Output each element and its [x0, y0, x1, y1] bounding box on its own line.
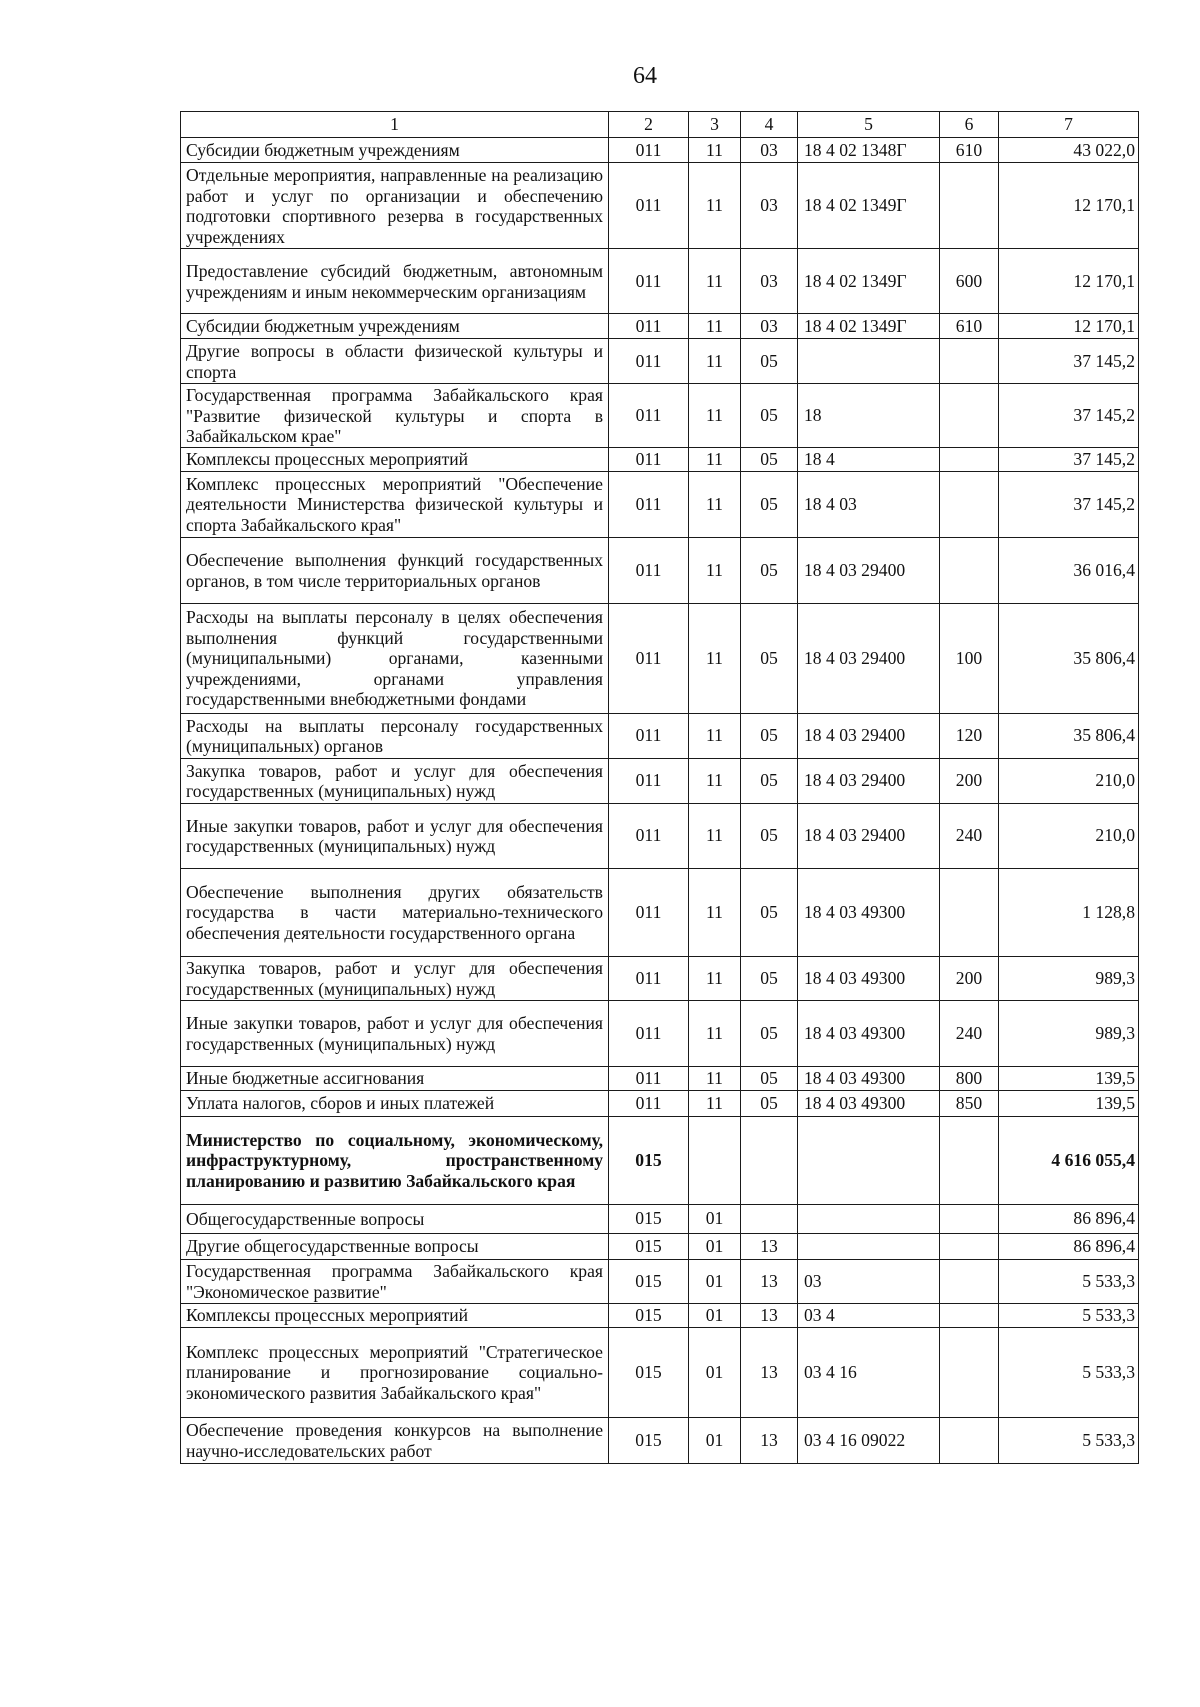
row-name: Комплекс процессных мероприятий "Стратегическое планирование и прогнозирование социально-экономического развития Забайкальского края"	[181, 1327, 609, 1417]
row-col-3: 01	[689, 1204, 741, 1233]
table-row	[181, 603, 1139, 713]
row-col-7: 989,3	[999, 956, 1139, 1000]
row-col-2: 011	[609, 1000, 689, 1066]
row-col-4: 05	[741, 868, 798, 956]
table-row	[181, 471, 1139, 537]
row-col-2: 015	[609, 1417, 689, 1463]
row-col-2: 015	[609, 1116, 689, 1204]
row-col-7: 43 022,0	[999, 138, 1139, 163]
row-col-2: 011	[609, 603, 689, 713]
row-col-3: 11	[689, 868, 741, 956]
row-col-7: 37 145,2	[999, 339, 1139, 384]
row-name: Закупка товаров, работ и услуг для обеспечения государственных (муниципальных) нужд	[181, 956, 609, 1000]
row-col-5: 03 4 16	[798, 1327, 940, 1417]
row-name: Предоставление субсидий бюджетным, автономным учреждениям и иным некоммерческим организациям	[181, 249, 609, 314]
row-col-3: 11	[689, 339, 741, 384]
column-number-7: 7	[999, 112, 1139, 138]
table-row	[181, 713, 1139, 758]
row-col-3: 11	[689, 956, 741, 1000]
row-name: Министерство по социальному, экономическому, инфраструктурному, пространственному планированию и развитию Забайкальского края	[181, 1116, 609, 1204]
row-col-6	[940, 1204, 999, 1233]
row-col-5: 03 4	[798, 1303, 940, 1327]
row-name: Уплата налогов, сборов и иных платежей	[181, 1090, 609, 1116]
row-col-5: 18 4 03 49300	[798, 1066, 940, 1090]
table-row	[181, 1090, 1139, 1116]
row-col-5: 18 4 03 29400	[798, 758, 940, 803]
row-col-3: 01	[689, 1417, 741, 1463]
row-col-7: 12 170,1	[999, 163, 1139, 249]
row-col-3: 11	[689, 314, 741, 339]
row-name: Закупка товаров, работ и услуг для обеспечения государственных (муниципальных) нужд	[181, 758, 609, 803]
row-col-5: 18 4 02 1349Г	[798, 163, 940, 249]
row-col-6: 600	[940, 249, 999, 314]
budget-table	[180, 111, 1139, 1464]
row-col-6	[940, 384, 999, 448]
row-name: Иные бюджетные ассигнования	[181, 1066, 609, 1090]
row-col-2: 011	[609, 713, 689, 758]
row-col-7: 37 145,2	[999, 447, 1139, 471]
row-col-5: 18 4 03 49300	[798, 1090, 940, 1116]
row-col-2: 015	[609, 1259, 689, 1303]
row-name: Обеспечение проведения конкурсов на выполнение научно-исследовательских работ	[181, 1417, 609, 1463]
row-col-6: 100	[940, 603, 999, 713]
row-col-7: 4 616 055,4	[999, 1116, 1139, 1204]
row-col-3: 11	[689, 249, 741, 314]
row-col-7: 37 145,2	[999, 384, 1139, 448]
row-col-5: 03 4 16 09022	[798, 1417, 940, 1463]
column-number-3: 3	[689, 112, 741, 138]
row-col-4: 13	[741, 1327, 798, 1417]
row-col-6: 200	[940, 758, 999, 803]
row-col-7: 139,5	[999, 1066, 1139, 1090]
row-col-3: 01	[689, 1259, 741, 1303]
row-name: Другие вопросы в области физической культуры и спорта	[181, 339, 609, 384]
row-col-4: 05	[741, 1066, 798, 1090]
row-name: Государственная программа Забайкальского края "Развитие физической культуры и спорта в Забайкальском крае"	[181, 384, 609, 448]
table-row	[181, 1066, 1139, 1090]
row-col-5: 18 4	[798, 447, 940, 471]
row-col-3: 11	[689, 138, 741, 163]
row-col-3: 11	[689, 803, 741, 868]
row-col-5: 18 4 03 29400	[798, 803, 940, 868]
row-col-3: 11	[689, 537, 741, 603]
row-col-4: 05	[741, 803, 798, 868]
row-col-4: 03	[741, 314, 798, 339]
column-number-2: 2	[609, 112, 689, 138]
row-name: Субсидии бюджетным учреждениям	[181, 314, 609, 339]
row-col-6	[940, 339, 999, 384]
row-col-2: 011	[609, 868, 689, 956]
row-col-6	[940, 447, 999, 471]
table-row	[181, 339, 1139, 384]
table-row	[181, 956, 1139, 1000]
column-number-5: 5	[798, 112, 940, 138]
column-number-4: 4	[741, 112, 798, 138]
row-col-6: 240	[940, 803, 999, 868]
table-row	[181, 1204, 1139, 1233]
row-col-7: 989,3	[999, 1000, 1139, 1066]
row-col-3: 11	[689, 471, 741, 537]
row-col-4: 05	[741, 1090, 798, 1116]
row-col-6	[940, 471, 999, 537]
row-col-3: 11	[689, 758, 741, 803]
row-col-6: 610	[940, 138, 999, 163]
row-name: Расходы на выплаты персоналу государственных (муниципальных) органов	[181, 713, 609, 758]
table-header-row	[181, 112, 1139, 138]
table-row	[181, 803, 1139, 868]
row-col-5: 18 4 03 49300	[798, 868, 940, 956]
row-col-7: 5 533,3	[999, 1259, 1139, 1303]
row-col-2: 015	[609, 1327, 689, 1417]
row-col-4: 13	[741, 1233, 798, 1259]
row-col-6	[940, 537, 999, 603]
row-col-4: 05	[741, 603, 798, 713]
row-col-6: 850	[940, 1090, 999, 1116]
row-name: Комплексы процессных мероприятий	[181, 447, 609, 471]
row-col-7: 12 170,1	[999, 314, 1139, 339]
table-row	[181, 758, 1139, 803]
row-col-5: 18 4 02 1348Г	[798, 138, 940, 163]
row-col-3: 11	[689, 447, 741, 471]
row-col-7: 12 170,1	[999, 249, 1139, 314]
table-row	[181, 447, 1139, 471]
row-col-3: 11	[689, 1066, 741, 1090]
row-col-2: 011	[609, 314, 689, 339]
row-col-7: 210,0	[999, 803, 1139, 868]
table-row	[181, 1259, 1139, 1303]
row-col-2: 011	[609, 758, 689, 803]
row-col-5: 18 4 03 49300	[798, 1000, 940, 1066]
row-col-2: 015	[609, 1204, 689, 1233]
row-col-2: 011	[609, 447, 689, 471]
table-row	[181, 138, 1139, 163]
row-name: Государственная программа Забайкальского края "Экономическое развитие"	[181, 1259, 609, 1303]
row-name: Другие общегосударственные вопросы	[181, 1233, 609, 1259]
table-row	[181, 249, 1139, 314]
row-col-6	[940, 163, 999, 249]
row-col-5	[798, 1204, 940, 1233]
row-col-6	[940, 1327, 999, 1417]
table-row	[181, 1116, 1139, 1204]
row-col-6	[940, 868, 999, 956]
table-row	[181, 868, 1139, 956]
row-col-7: 1 128,8	[999, 868, 1139, 956]
row-col-6: 120	[940, 713, 999, 758]
table-row	[181, 1303, 1139, 1327]
row-col-7: 35 806,4	[999, 603, 1139, 713]
row-col-4: 03	[741, 163, 798, 249]
row-col-3: 11	[689, 1000, 741, 1066]
row-col-5: 18	[798, 384, 940, 448]
row-col-5: 18 4 03 29400	[798, 537, 940, 603]
row-col-4: 13	[741, 1303, 798, 1327]
row-name: Отдельные мероприятия, направленные на реализацию работ и услуг по организации и обеспечению подготовки спортивного резерва в государственных учреждениях	[181, 163, 609, 249]
row-col-4: 05	[741, 384, 798, 448]
row-col-4: 05	[741, 447, 798, 471]
row-col-7: 86 896,4	[999, 1233, 1139, 1259]
row-col-2: 015	[609, 1233, 689, 1259]
row-col-7: 139,5	[999, 1090, 1139, 1116]
table-row	[181, 1417, 1139, 1463]
table-row	[181, 314, 1139, 339]
row-col-5	[798, 1116, 940, 1204]
row-col-3: 11	[689, 384, 741, 448]
row-col-7: 86 896,4	[999, 1204, 1139, 1233]
row-col-7: 36 016,4	[999, 537, 1139, 603]
table-row	[181, 384, 1139, 448]
row-name: Расходы на выплаты персоналу в целях обеспечения выполнения функций государственными (муниципальными) органами, казенными учреждениями, органами управления государственными внебюджетными фондами	[181, 603, 609, 713]
row-col-2: 011	[609, 339, 689, 384]
row-name: Обеспечение выполнения других обязательств государства в части материально-технического обеспечения деятельности государственного органа	[181, 868, 609, 956]
page-number: 64	[633, 63, 657, 89]
table-row	[181, 1233, 1139, 1259]
row-col-5: 18 4 02 1349Г	[798, 249, 940, 314]
row-col-6: 610	[940, 314, 999, 339]
row-col-4: 05	[741, 471, 798, 537]
row-col-5	[798, 1233, 940, 1259]
row-col-4: 03	[741, 138, 798, 163]
row-col-2: 011	[609, 537, 689, 603]
row-col-2: 011	[609, 956, 689, 1000]
row-col-5: 18 4 03 29400	[798, 713, 940, 758]
row-col-4: 13	[741, 1417, 798, 1463]
row-col-2: 011	[609, 384, 689, 448]
row-name: Общегосударственные вопросы	[181, 1204, 609, 1233]
row-col-2: 011	[609, 1066, 689, 1090]
row-col-6	[940, 1417, 999, 1463]
row-col-4: 05	[741, 713, 798, 758]
row-col-6: 200	[940, 956, 999, 1000]
row-col-5: 18 4 03 49300	[798, 956, 940, 1000]
table-row	[181, 537, 1139, 603]
row-col-3	[689, 1116, 741, 1204]
row-col-7: 5 533,3	[999, 1327, 1139, 1417]
row-name: Иные закупки товаров, работ и услуг для обеспечения государственных (муниципальных) нужд	[181, 803, 609, 868]
row-col-4: 05	[741, 537, 798, 603]
row-col-4: 03	[741, 249, 798, 314]
row-col-7: 5 533,3	[999, 1417, 1139, 1463]
row-col-5: 18 4 03	[798, 471, 940, 537]
row-col-3: 11	[689, 713, 741, 758]
row-name: Комплексы процессных мероприятий	[181, 1303, 609, 1327]
row-col-6	[940, 1116, 999, 1204]
row-col-4: 13	[741, 1259, 798, 1303]
row-col-6: 240	[940, 1000, 999, 1066]
row-col-4: 05	[741, 1000, 798, 1066]
row-col-6	[940, 1233, 999, 1259]
row-col-6	[940, 1303, 999, 1327]
row-col-4	[741, 1204, 798, 1233]
row-col-5: 03	[798, 1259, 940, 1303]
row-col-5: 18 4 03 29400	[798, 603, 940, 713]
row-col-2: 011	[609, 803, 689, 868]
row-col-7: 5 533,3	[999, 1303, 1139, 1327]
row-col-2: 011	[609, 1090, 689, 1116]
row-col-3: 11	[689, 603, 741, 713]
table-row	[181, 1327, 1139, 1417]
row-col-3: 01	[689, 1303, 741, 1327]
table-row	[181, 163, 1139, 249]
row-col-6: 800	[940, 1066, 999, 1090]
row-col-7: 35 806,4	[999, 713, 1139, 758]
table-body	[181, 112, 1139, 1464]
row-col-2: 011	[609, 249, 689, 314]
row-col-5	[798, 339, 940, 384]
row-col-3: 11	[689, 1090, 741, 1116]
row-col-2: 011	[609, 138, 689, 163]
row-name: Обеспечение выполнения функций государственных органов, в том числе территориальных органов	[181, 537, 609, 603]
row-col-2: 015	[609, 1303, 689, 1327]
row-col-6	[940, 1259, 999, 1303]
row-col-7: 210,0	[999, 758, 1139, 803]
row-col-3: 11	[689, 163, 741, 249]
row-name: Комплекс процессных мероприятий "Обеспечение деятельности Министерства физической культуры и спорта Забайкальского края"	[181, 471, 609, 537]
row-col-4: 05	[741, 339, 798, 384]
row-col-4	[741, 1116, 798, 1204]
column-number-1: 1	[181, 112, 609, 138]
row-col-4: 05	[741, 956, 798, 1000]
row-col-2: 011	[609, 163, 689, 249]
row-col-3: 01	[689, 1327, 741, 1417]
table-row	[181, 1000, 1139, 1066]
row-col-4: 05	[741, 758, 798, 803]
column-number-6: 6	[940, 112, 999, 138]
row-name: Иные закупки товаров, работ и услуг для обеспечения государственных (муниципальных) нужд	[181, 1000, 609, 1066]
row-col-3: 01	[689, 1233, 741, 1259]
row-name: Субсидии бюджетным учреждениям	[181, 138, 609, 163]
row-col-7: 37 145,2	[999, 471, 1139, 537]
row-col-2: 011	[609, 471, 689, 537]
row-col-5: 18 4 02 1349Г	[798, 314, 940, 339]
